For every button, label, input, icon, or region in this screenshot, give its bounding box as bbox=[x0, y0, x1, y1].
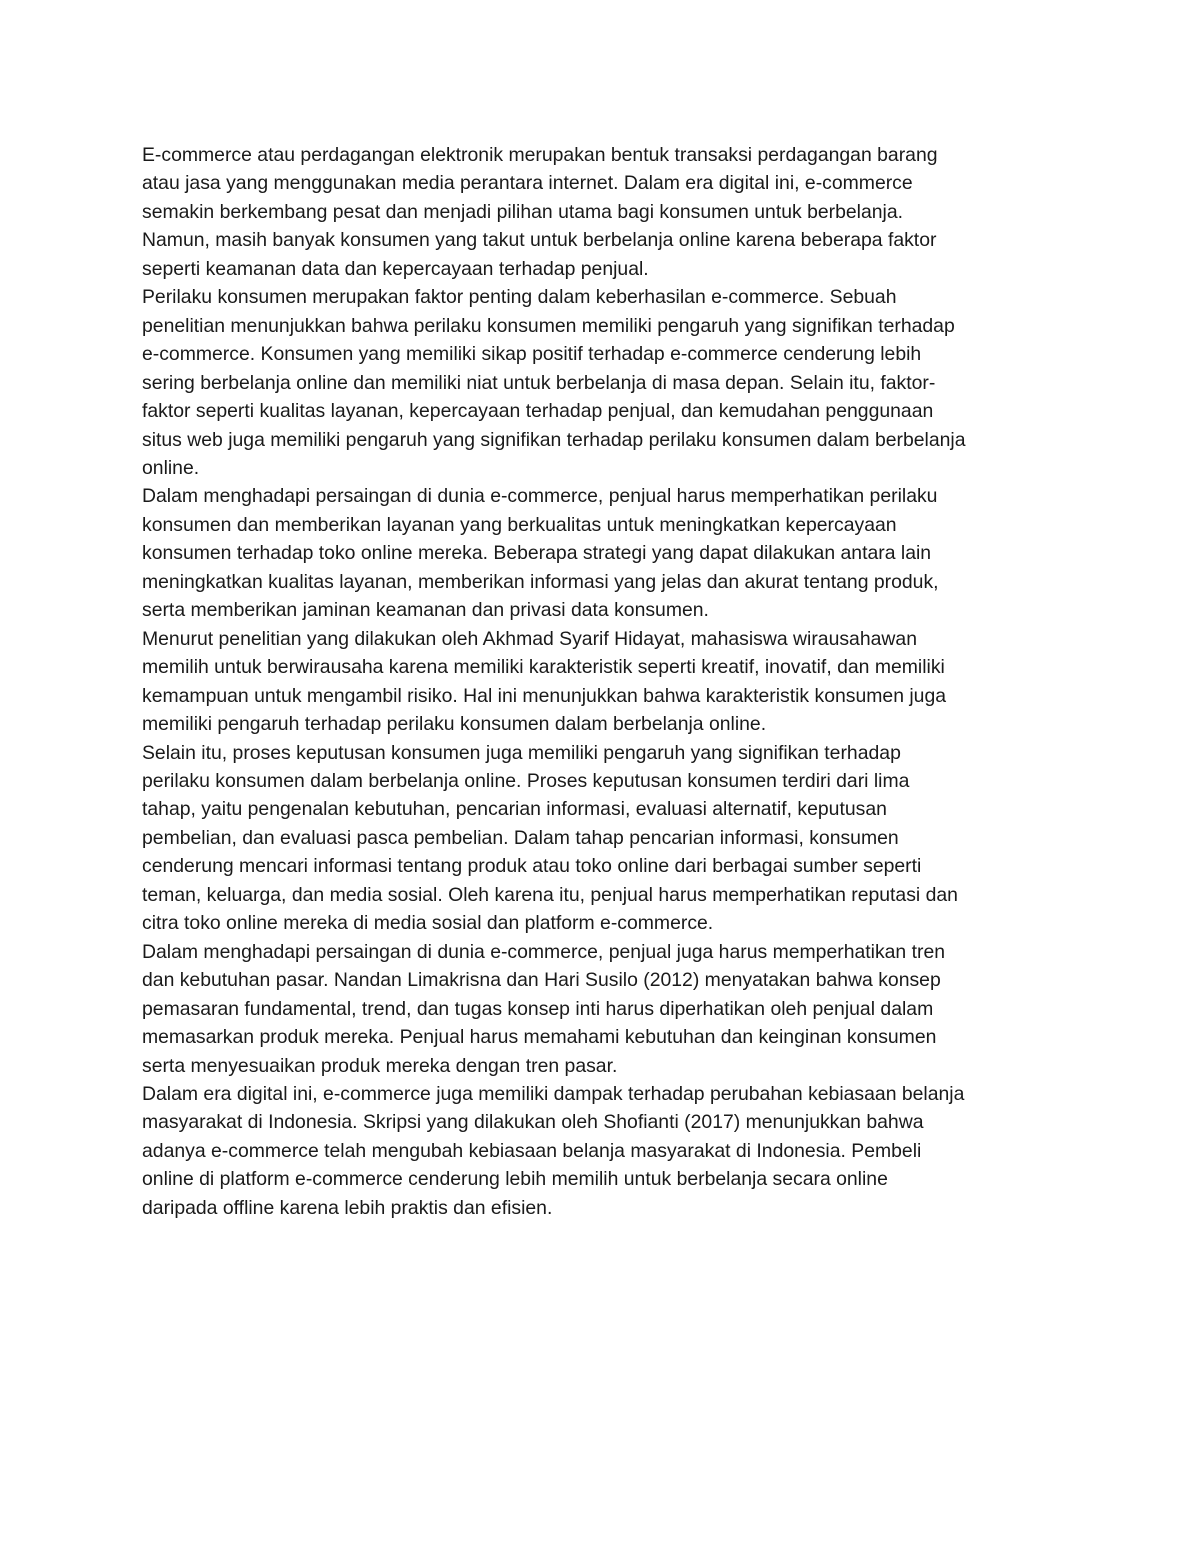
text-line: pembelian, dan evaluasi pasca pembelian. Dalam tahap pencarian informasi, konsumen bbox=[142, 826, 899, 849]
text-line: masyarakat di Indonesia. Skripsi yang dilakukan oleh Shofianti (2017) menunjukkan bahwa bbox=[142, 1111, 924, 1134]
text-line: Dalam era digital ini, e-commerce juga memiliki dampak terhadap perubahan kebiasaan belanja bbox=[142, 1082, 965, 1105]
text-line: cenderung mencari informasi tentang produk atau toko online dari berbagai sumber seperti bbox=[142, 855, 922, 878]
text-line: Perilaku konsumen merupakan faktor penting dalam keberhasilan e-commerce. Sebuah bbox=[142, 286, 897, 309]
text-line: e-commerce. Konsumen yang memiliki sikap positif terhadap e-commerce cenderung lebih bbox=[142, 343, 922, 366]
text-line: Dalam menghadapi persaingan di dunia e-commerce, penjual harus memperhatikan perilaku bbox=[142, 485, 938, 508]
text-line: daripada offline karena lebih praktis dan efisien. bbox=[142, 1196, 553, 1219]
text-line: memiliki pengaruh terhadap perilaku konsumen dalam berbelanja online. bbox=[142, 713, 767, 736]
text-line: Menurut penelitian yang dilakukan oleh Akhmad Syarif Hidayat, mahasiswa wirausahawan bbox=[142, 627, 917, 650]
paragraph bbox=[142, 1080, 1062, 1222]
text-line: teman, keluarga, dan media sosial. Oleh karena itu, penjual harus memperhatikan reputasi dan bbox=[142, 883, 958, 906]
text-line: pemasaran fundamental, trend, dan tugas konsep inti harus diperhatikan oleh penjual dalam bbox=[142, 997, 934, 1020]
paragraph bbox=[142, 625, 1062, 739]
text-line: semakin berkembang pesat dan menjadi pilihan utama bagi konsumen untuk berbelanja. bbox=[142, 200, 904, 223]
text-line: Namun, masih banyak konsumen yang takut untuk berbelanja online karena beberapa faktor bbox=[142, 229, 937, 252]
text-line: online di platform e-commerce cenderung lebih memilih untuk berbelanja secara online bbox=[142, 1168, 888, 1191]
text-line: Selain itu, proses keputusan konsumen juga memiliki pengaruh yang signifikan terhadap bbox=[142, 741, 901, 764]
text-line: citra toko online mereka di media sosial dan platform e-commerce. bbox=[142, 912, 714, 935]
text-line: tahap, yaitu pengenalan kebutuhan, pencarian informasi, evaluasi alternatif, keputusan bbox=[142, 798, 887, 821]
text-line: sering berbelanja online dan memiliki niat untuk berbelanja di masa depan. Selain itu, faktor- bbox=[142, 371, 936, 394]
document-body bbox=[142, 141, 1062, 1222]
text-line: memilih untuk berwirausaha karena memiliki karakteristik seperti kreatif, inovatif, dan memiliki bbox=[142, 656, 945, 679]
paragraph bbox=[142, 141, 1062, 283]
paragraph bbox=[142, 283, 1062, 482]
paragraph bbox=[142, 482, 1062, 624]
text-line: online. bbox=[142, 456, 200, 479]
text-line: faktor seperti kualitas layanan, kepercayaan terhadap penjual, dan kemudahan penggunaan bbox=[142, 400, 934, 423]
text-line: konsumen terhadap toko online mereka. Beberapa strategi yang dapat dilakukan antara lain bbox=[142, 542, 932, 565]
text-line: atau jasa yang menggunakan media perantara internet. Dalam era digital ini, e-commerce bbox=[142, 172, 913, 195]
text-line: Dalam menghadapi persaingan di dunia e-commerce, penjual juga harus memperhatikan tren bbox=[142, 940, 946, 963]
text-line: memasarkan produk mereka. Penjual harus memahami kebutuhan dan keinginan konsumen bbox=[142, 1026, 937, 1049]
text-line: serta menyesuaikan produk mereka dengan tren pasar. bbox=[142, 1054, 618, 1077]
text-line: dan kebutuhan pasar. Nandan Limakrisna dan Hari Susilo (2012) menyatakan bahwa konsep bbox=[142, 969, 941, 992]
text-line: perilaku konsumen dalam berbelanja online. Proses keputusan konsumen terdiri dari lima bbox=[142, 769, 910, 792]
text-line: meningkatkan kualitas layanan, memberikan informasi yang jelas dan akurat tentang produk, bbox=[142, 570, 939, 593]
text-line: E-commerce atau perdagangan elektronik merupakan bentuk transaksi perdagangan barang bbox=[142, 144, 938, 166]
text-line: penelitian menunjukkan bahwa perilaku konsumen memiliki pengaruh yang signifikan terhadap bbox=[142, 314, 955, 337]
text-line: seperti keamanan data dan kepercayaan terhadap penjual. bbox=[142, 257, 649, 280]
text-line: situs web juga memiliki pengaruh yang signifikan terhadap perilaku konsumen dalam berbelanja bbox=[142, 428, 966, 451]
text-line: kemampuan untuk mengambil risiko. Hal ini menunjukkan bahwa karakteristik konsumen juga bbox=[142, 684, 947, 707]
text-line: serta memberikan jaminan keamanan dan privasi data konsumen. bbox=[142, 599, 709, 622]
paragraph bbox=[142, 938, 1062, 1080]
text-line: konsumen dan memberikan layanan yang berkualitas untuk meningkatkan kepercayaan bbox=[142, 513, 897, 536]
text-line: adanya e-commerce telah mengubah kebiasaan belanja masyarakat di Indonesia. Pembeli bbox=[142, 1139, 922, 1162]
paragraph bbox=[142, 739, 1062, 938]
